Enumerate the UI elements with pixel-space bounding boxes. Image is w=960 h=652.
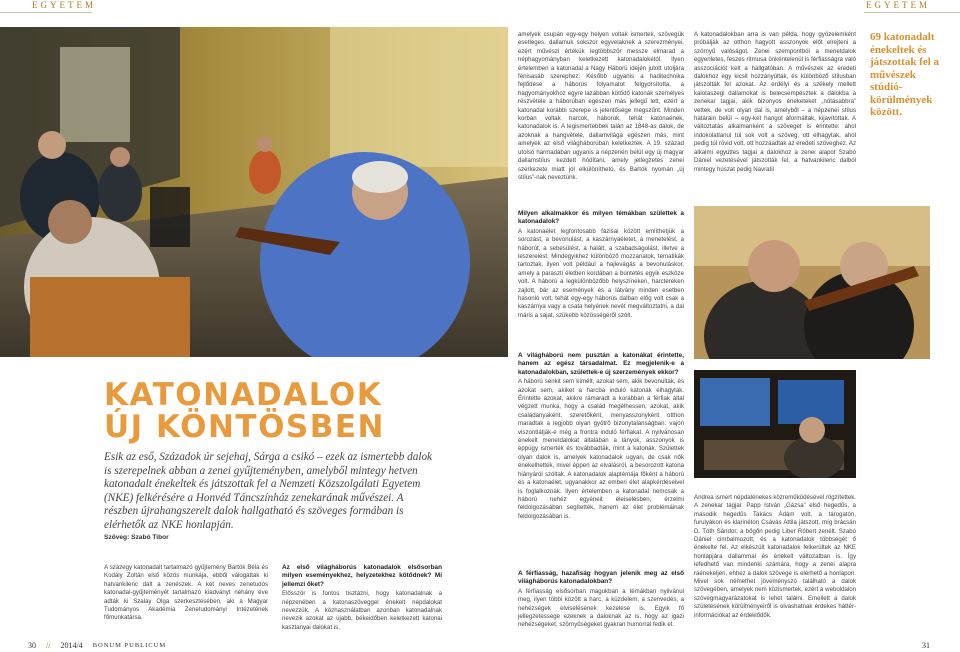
pull-quote: 69 katonadalt énekeltek és játszottak fel a művészek stúdió-körülmények között. [870,31,940,118]
page-number-right: 31 [922,641,930,650]
column-3-lower [518,352,684,524]
section-header-left: EGYETEM [32,0,96,10]
violinist-photo [694,206,930,359]
answer-1: Elősször is fontos tisztázni, hogy katonadalnak a népzenében a katonaszöveggel énekelt népdalokat nevezzük. A közhasználatban azonban katonadalnak nevezik azokat az újabb, békeidőben keletkezett katonai kasztanyai dalokat is, [282,590,442,631]
byline: Szöveg: Szabó Tibor [104,534,169,541]
section-header-right: EGYETEM [866,0,930,10]
column-2 [282,564,442,635]
article-lead: Esik az eső, Századok úr sejehaj, Sárga a csikó – ezek az ismertebb dalok is szerepelnek abban a zenei gyűjteményben, amelyből mintegy hetven katonadalt énekeltek és játszottak fel a Nemzeti Közszolgálati Egyetem (NKE) felkérésére a Honvéd Táncszínház zenekarának művészei. A részben újrahangszerelt dalok hallgatható és szöveges formában is elérhetők az NKE honlapján. [104,451,433,531]
answer-4: A férfiasság elsősorban magukban a témákban nyilvánul meg, ilyen többi között a harc, a küzdelem, a szenvedés, a nehézségek elviselésének kezelése is. Egyik fő jellegzetessége ezeknek a daloknak az is, hogy az igazi nehézségeket, szörnyűségeket gyakran humorral fedik el. [518,587,684,629]
answer-2: A katonaélet legfontosabb fázisai között említhetjük a sorozást, a bevonulást, a kaszárnyaéletet, a menetelést, a háborút, a sebesülést, a halált, a szabadságolást, illetve a leszerelést. Mindegyikhez különböző mozzanatok, tematikák tartoztak, ilyen volt például a hajlevágás a bevonuláskor, amely a paraszti életben kordában a búntetés egyik eszköze volt. A háború a legkülönbözőbb helyszíneken, harctereken zajlott, bár az események és a látvány minden esetben hasonló volt, tehát egy-egy háborús dalban előg volt csak a kaszárnya vagy a csata helyének nevét megváltoztatni, a dal máris a sajat, szükebb közösségéről szólt. [518,227,684,319]
magazine-brand: BONUM PUBLICUM [92,642,167,649]
column-4-top: A katonadalokban arra is van példa, hogy gyözelemként próbálják az otthon hagyott asszonyok előt elrejteni a szörnyű valóságot. Zenei szempontból a menetdalok egyenletes, feszes ritmusa önkéntelenül is férfiasságra való asszociációt kelt a hallgatóban. A művészek az eredeti dalokhoz egy kicsit hozzányúltak, és különböző stílusban játszották fel azokat. Az erdélyi és a székely mellett kalotaszegi dallamokat is belecsempésztek a dalokba a zenekar tagjai, akik bizonyos éneketeket „nótásabbra” vettek, de volt olyan dal is, amelyből – a népzenei stílus határain belül – egy-két hangot áformáltak, kijavítottak. A változtatás alkalmanként a szöveget is érintette: ahol indokolatlanul túl sok volt a szöveg, ott elhagytak, ahol pedig túl rövid volt, ott hozzáadtak az eredeti szöveghez. Az alkalmi együttes tagjai a dalokhoz a zenei alapot Szabó Dániel vezetésével játszották fel, a hatvankilenc dalból mintegy húszat pedig Navratil [694,31,856,173]
question-1: Az első világháborús katonadalok elsősorban milyen eseményekhez, helyzetekhez kötődnek? Mi jellemzi őket? [282,564,442,588]
question-4: A férfiasság, hazafiság hogyan jelenik meg az első világháborús katonadalokban? [518,570,684,586]
issue-number: 2014/4 [60,641,83,650]
sound-technician-photo [694,370,856,478]
intro-paragraph: A százegy katonadalt tartalmazó gyűjtemény Bartók Béla és Kodály Zoltán első közös munkája, ebből válogattak ki hatvankilenc dalt a zenészek. A két neves zenetudós katonadal-gyűjteményét tartalmazó kiadványt néhány éve adták ki Szalay Olga szerkesztésében, aki a Magyar Tudományos Akadémia Zenetudományi Intézetének főmunkatársa. [104,564,268,622]
article-title-line-1: KATONADALOK [104,377,383,413]
article-title-line-2: ÚJ KÖNTÖSBEN [104,409,386,445]
question-2: Milyen alkalmakkor és milyen témákban születtek a katonadalok? [518,210,684,226]
column-3-bottom [518,570,684,633]
question-3: A világháború nem pusztán a katonákat érintette, hanem az egész társadalmat. Ez megjelenik-e a katonadalokban, születtek-e új szerzemények ekkor? [518,352,684,376]
header-rule-left [0,12,92,13]
column-4-bottom: Andrea ismert népdalénekes közreműködésével rögzítettek. A zenekar tagjai: Papp István „Gázsa” első hegedűs, a második hegedűs Takács Ádám volt, a tárogatón, furulyákon és klarinéton Csávás Attila játszott, míg brácsán D. Tóth Sándor, a bőgőn pedig Liber Róbert zenélt. Szabó Dániel cimbalmozott, és a katonadalok többségét ő énekelte fel. Az elkészült katonadalok felkerültek az NKE honlapjára dallammal és énekelt változatban is. Így lefedhető van mindenki számára, hogy a zenei alapra ráénekeljen, ehhez a dalok szövege is elérhető a honlapon. Mivel sok némethet jöveményszó található a dalok szövegében, amelyek nem közismertek, ezért a weboldalon szövegmagyarázatokat is lehet találni. Emellett a dalok születésének körülményeiről is olvashatnak érdekes háttér-információkat az érdeklődők. [694,494,856,619]
page-number-left: 30 [28,641,36,650]
footer-left [28,641,166,650]
footer-separator: // [46,641,51,650]
column-3-middle [518,210,684,323]
header-rule-right [864,12,960,13]
answer-3: A háború senkit sem kímélt, azokat sem, akik bevonultak, és azokat sem, akiket a harcba induló katonák elhagytak. Érintette azokat, akikre rámaradt a korábban a férfiak által végzett munka, hogy a család megélhessen, azokat, akik családanyaként, szeretőként, menyasszonyként otthon maradtak a legjobb olyan gyötrő bizonytalanságban: vajon viszontlátják-e még a frontra induló férfiakat. A nyilvánosan énekelt menetdalokat általában a lányok, asszonyok is éppúgy ismerték és továbbadták, mint a katonák. Születtek olyan dalok is, amelyek katonadalok ugyan, de csak nők énekelhették, mivel éppen az elválásról, a besorozott katona hiányáról szóltak. A katonadalok alaptémája főként a háború és a katonaélet, ugyanakkor az emberi élet alapkérdéseivel is foglalkoznak. Ilyen értelemben a katonadal nemcsak a háború nehéz egyéneit éleiselésben, érzelmi feldolgozásában segítették, hanem az élet problémáinak feldolgozásában is. [518,378,684,520]
column-3-top: amelyek csupán egy-egy helyen voltak ismertek, szövegük esetleges, dallamuk sokszor egyvelaknek a szerezményei, ezért művészi értékük legtöbbször messze elmarad a néphagyományban keletkezett katonadalokétól. Ilyen értelemben a katonadal a Nagy Háború idején jutott utoljára fénisasáb szerephez. Később ugyanis a haditechnika fejlődése a háborús folyamatot felgyorsította, a hagyományokhoz egyre lazábban kötődő katonák személyes részvétele a háborúban egészen más jellegű lett, ezért a katonadal korábbi szerepe is jelentősége megszűnt. Minden korban voltak harcok, háborúk, tehát katonaének, katonadalok is. A legismertebbek talán az 1848-as dalok, de azoknak a hangvétele, dallamvilága egészen más, mint amelyek az első világháborúban keletkeztek. A 19. század utolsó harmadában ugyanis a népzenén belül egy új magyar dallamstílus kezdett hódítani, amely jellegzetes zenei szerkezete miatt jól elkülönítheto, és Bartók nyomán „új stílus”-nak neveztünk. [518,31,684,181]
studio-recording-photo [0,27,508,357]
